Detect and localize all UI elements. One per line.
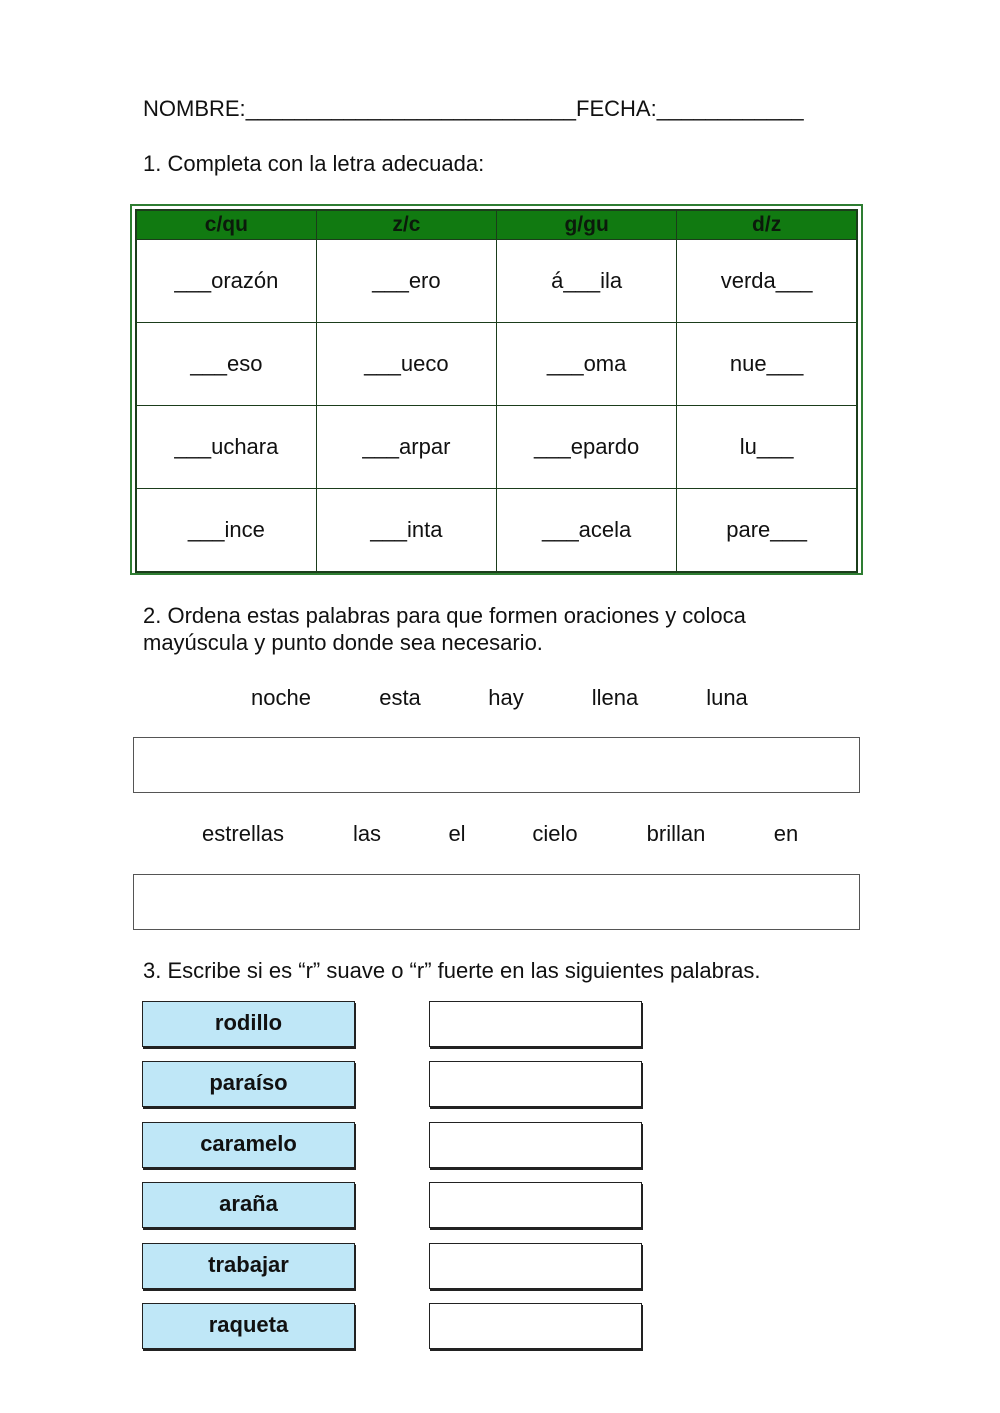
fill-in-word[interactable]: ___ero: [316, 240, 496, 323]
table-header-row: [136, 210, 857, 240]
r-answer-box[interactable]: [429, 1303, 642, 1349]
header-line: [143, 96, 804, 122]
fill-in-word[interactable]: verda___: [677, 240, 857, 323]
fill-in-word[interactable]: ___epardo: [497, 406, 677, 489]
letters-table: [135, 209, 858, 573]
section3-title: 3. Escribe si es “r” suave o “r” fuerte en las siguientes palabras.: [143, 958, 761, 983]
scrambled-word: cielo: [532, 821, 578, 846]
fill-in-word[interactable]: ___arpar: [316, 406, 496, 489]
fill-in-word[interactable]: ___inta: [316, 489, 496, 573]
sentence2-answer-box[interactable]: [133, 874, 860, 930]
scrambled-word: noche: [251, 685, 311, 710]
table-row: [136, 240, 857, 323]
scrambled-word: el: [448, 821, 466, 846]
r-answer-box[interactable]: [429, 1243, 642, 1289]
scrambled-word: las: [352, 821, 382, 846]
fill-in-word[interactable]: pare___: [677, 489, 857, 573]
scrambled-word: luna: [706, 685, 748, 710]
fill-in-word[interactable]: ___uchara: [136, 406, 316, 489]
table-row: [136, 323, 857, 406]
fill-in-word[interactable]: ___eso: [136, 323, 316, 406]
r-word-card: caramelo: [142, 1122, 355, 1168]
sentence2-words: [133, 821, 860, 851]
fill-in-word[interactable]: ___oma: [497, 323, 677, 406]
scrambled-word: llena: [591, 685, 639, 710]
scrambled-word: en: [773, 821, 799, 846]
section2-title-line2: mayúscula y punto donde sea necesario.: [143, 630, 543, 655]
column-header: d/z: [677, 210, 857, 240]
sentence1-answer-box[interactable]: [133, 737, 860, 793]
fill-in-word[interactable]: ___ueco: [316, 323, 496, 406]
r-word-card: raqueta: [142, 1303, 355, 1349]
name-field[interactable]: ___________________________: [245, 96, 577, 121]
sentence1-words: [133, 685, 860, 715]
fill-in-word[interactable]: nue___: [677, 323, 857, 406]
r-word-card: paraíso: [142, 1061, 355, 1107]
scrambled-word: brillan: [646, 821, 706, 846]
column-header: g/gu: [497, 210, 677, 240]
fill-in-word[interactable]: ___acela: [497, 489, 677, 573]
column-header: c/qu: [136, 210, 316, 240]
name-label: NOMBRE:: [143, 96, 246, 121]
fill-in-word[interactable]: lu___: [677, 406, 857, 489]
scrambled-word: estrellas: [202, 821, 284, 846]
scrambled-word: esta: [379, 685, 421, 710]
section2-title-line1: 2. Ordena estas palabras para que formen oraciones y coloca: [143, 603, 746, 628]
r-answer-box[interactable]: [429, 1182, 642, 1228]
column-header: z/c: [316, 210, 496, 240]
r-word-card: araña: [142, 1182, 355, 1228]
date-field[interactable]: ____________: [656, 96, 804, 121]
date-label: FECHA:: [576, 96, 657, 121]
section1-title: 1. Completa con la letra adecuada:: [143, 151, 485, 176]
scrambled-word: hay: [488, 685, 524, 710]
table-row: [136, 489, 857, 573]
r-answer-box[interactable]: [429, 1001, 642, 1047]
letters-table-frame: [130, 204, 863, 575]
table-row: [136, 406, 857, 489]
fill-in-word[interactable]: ___orazón: [136, 240, 316, 323]
r-answer-box[interactable]: [429, 1122, 642, 1168]
fill-in-word[interactable]: á___ila: [497, 240, 677, 323]
r-answer-box[interactable]: [429, 1061, 642, 1107]
fill-in-word[interactable]: ___ince: [136, 489, 316, 573]
r-word-card: rodillo: [142, 1001, 355, 1047]
r-word-card: trabajar: [142, 1243, 355, 1289]
